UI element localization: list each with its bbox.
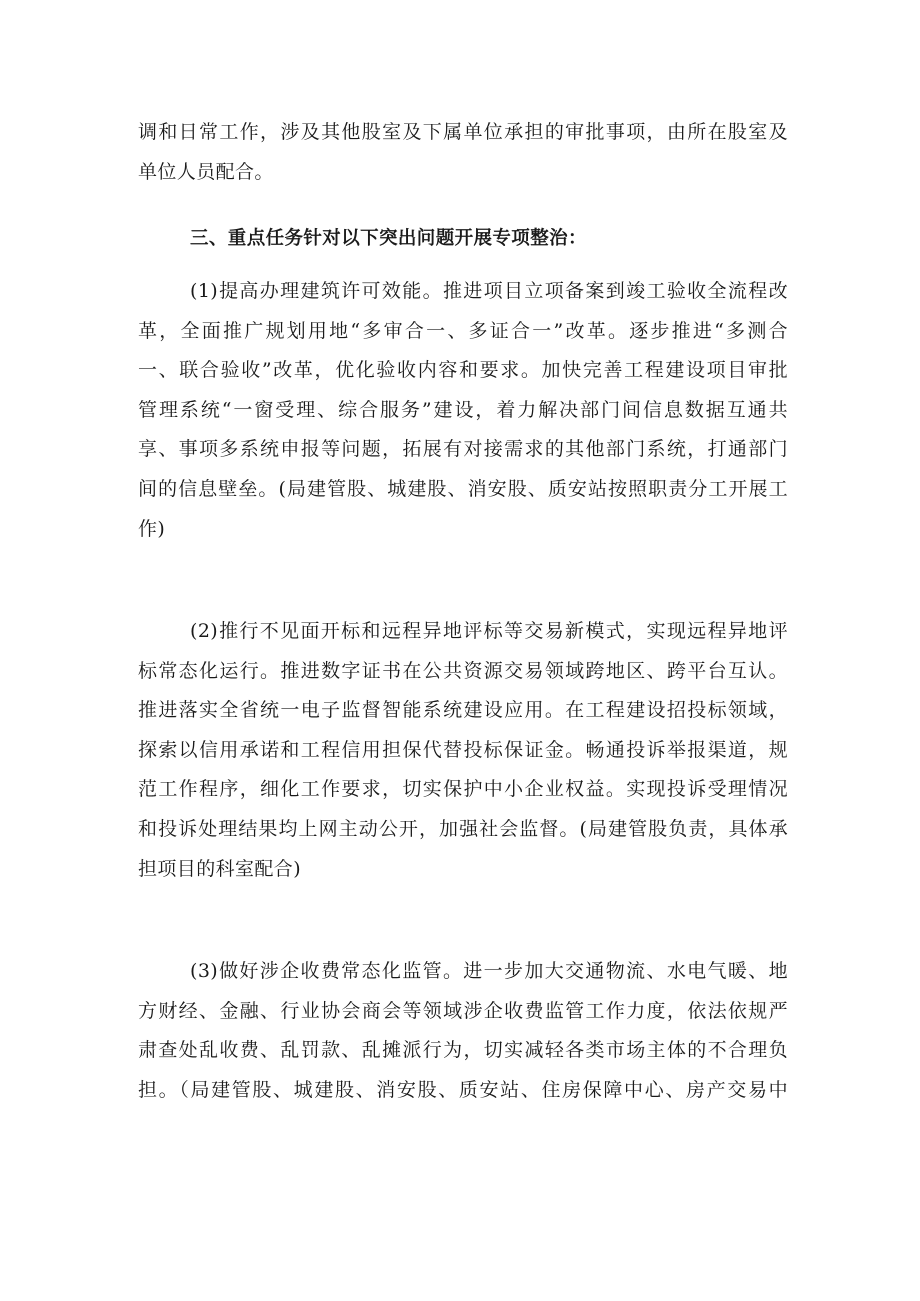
text-line: 肃查处乱收费、乱罚款、乱摊派行为，切实减轻各类市场主体的不合理负 bbox=[138, 1039, 788, 1062]
text-line: 调和日常工作，涉及其他股室及下属单位承担的审批事项，由所在股室及 bbox=[138, 121, 788, 143]
task-item-3 bbox=[138, 952, 788, 1110]
text-line: 标常态化运行。推进数字证书在公共资源交易领域跨地区、跨平台互认。 bbox=[138, 659, 788, 682]
section-heading-block bbox=[138, 219, 788, 259]
text-line: 方财经、金融、行业协会商会等领域涉企收费监管工作力度，依法依规严 bbox=[138, 999, 788, 1022]
text-line: 担项目的科室配合) bbox=[138, 857, 302, 880]
text-line: 享、事项多系统申报等问题，拓展有对接需求的其他部门系统，打通部门 bbox=[138, 438, 788, 461]
text-line: 探索以信用承诺和工程信用担保代替投标保证金。畅通投诉举报渠道，规 bbox=[138, 738, 788, 761]
text-line: 一、联合验收”改革，优化验收内容和要求。加快完善工程建设项目审批 bbox=[138, 359, 788, 382]
text-line: (3)做好涉企收费常态化监管。进一步加大交通物流、水电气暖、地 bbox=[190, 960, 788, 982]
text-line: (1)提高办理建筑许可效能。推进项目立项备案到竣工验收全流程改 bbox=[190, 280, 788, 302]
text-line: 范工作程序，细化工作要求，切实保护中小企业权益。实现投诉受理情况 bbox=[138, 778, 788, 801]
text-line: 和投诉处理结果均上网主动公开，加强社会监督。(局建管股负责，具体承 bbox=[138, 817, 788, 840]
text-line: (2)推行不见面开标和远程异地评标等交易新模式，实现远程异地评 bbox=[190, 620, 788, 642]
text-line: 革，全面推广规划用地“多审合一、多证合一”改革。逐步推进“多测合 bbox=[138, 319, 788, 342]
text-line: 管理系统“一窗受理、综合服务”建设，着力解决部门间信息数据互通共 bbox=[138, 398, 788, 421]
task-item-2 bbox=[138, 612, 788, 889]
task-item-1 bbox=[138, 272, 788, 549]
paragraph-continuation bbox=[138, 113, 788, 192]
text-line: 作) bbox=[138, 517, 166, 540]
text-line: 担。（局建管股、城建股、消安股、质安站、住房保障中心、房产交易中 bbox=[138, 1078, 788, 1101]
text-line: 单位人员配合。 bbox=[138, 160, 274, 183]
text-line: 间的信息壁垒。(局建管股、城建股、消安股、质安站按照职责分工开展工 bbox=[138, 477, 788, 500]
section-heading: 三、重点任务针对以下突出问题开展专项整治： bbox=[190, 228, 587, 249]
text-line: 推进落实全省统一电子监督智能系统建设应用。在工程建设招投标领域， bbox=[138, 699, 788, 722]
